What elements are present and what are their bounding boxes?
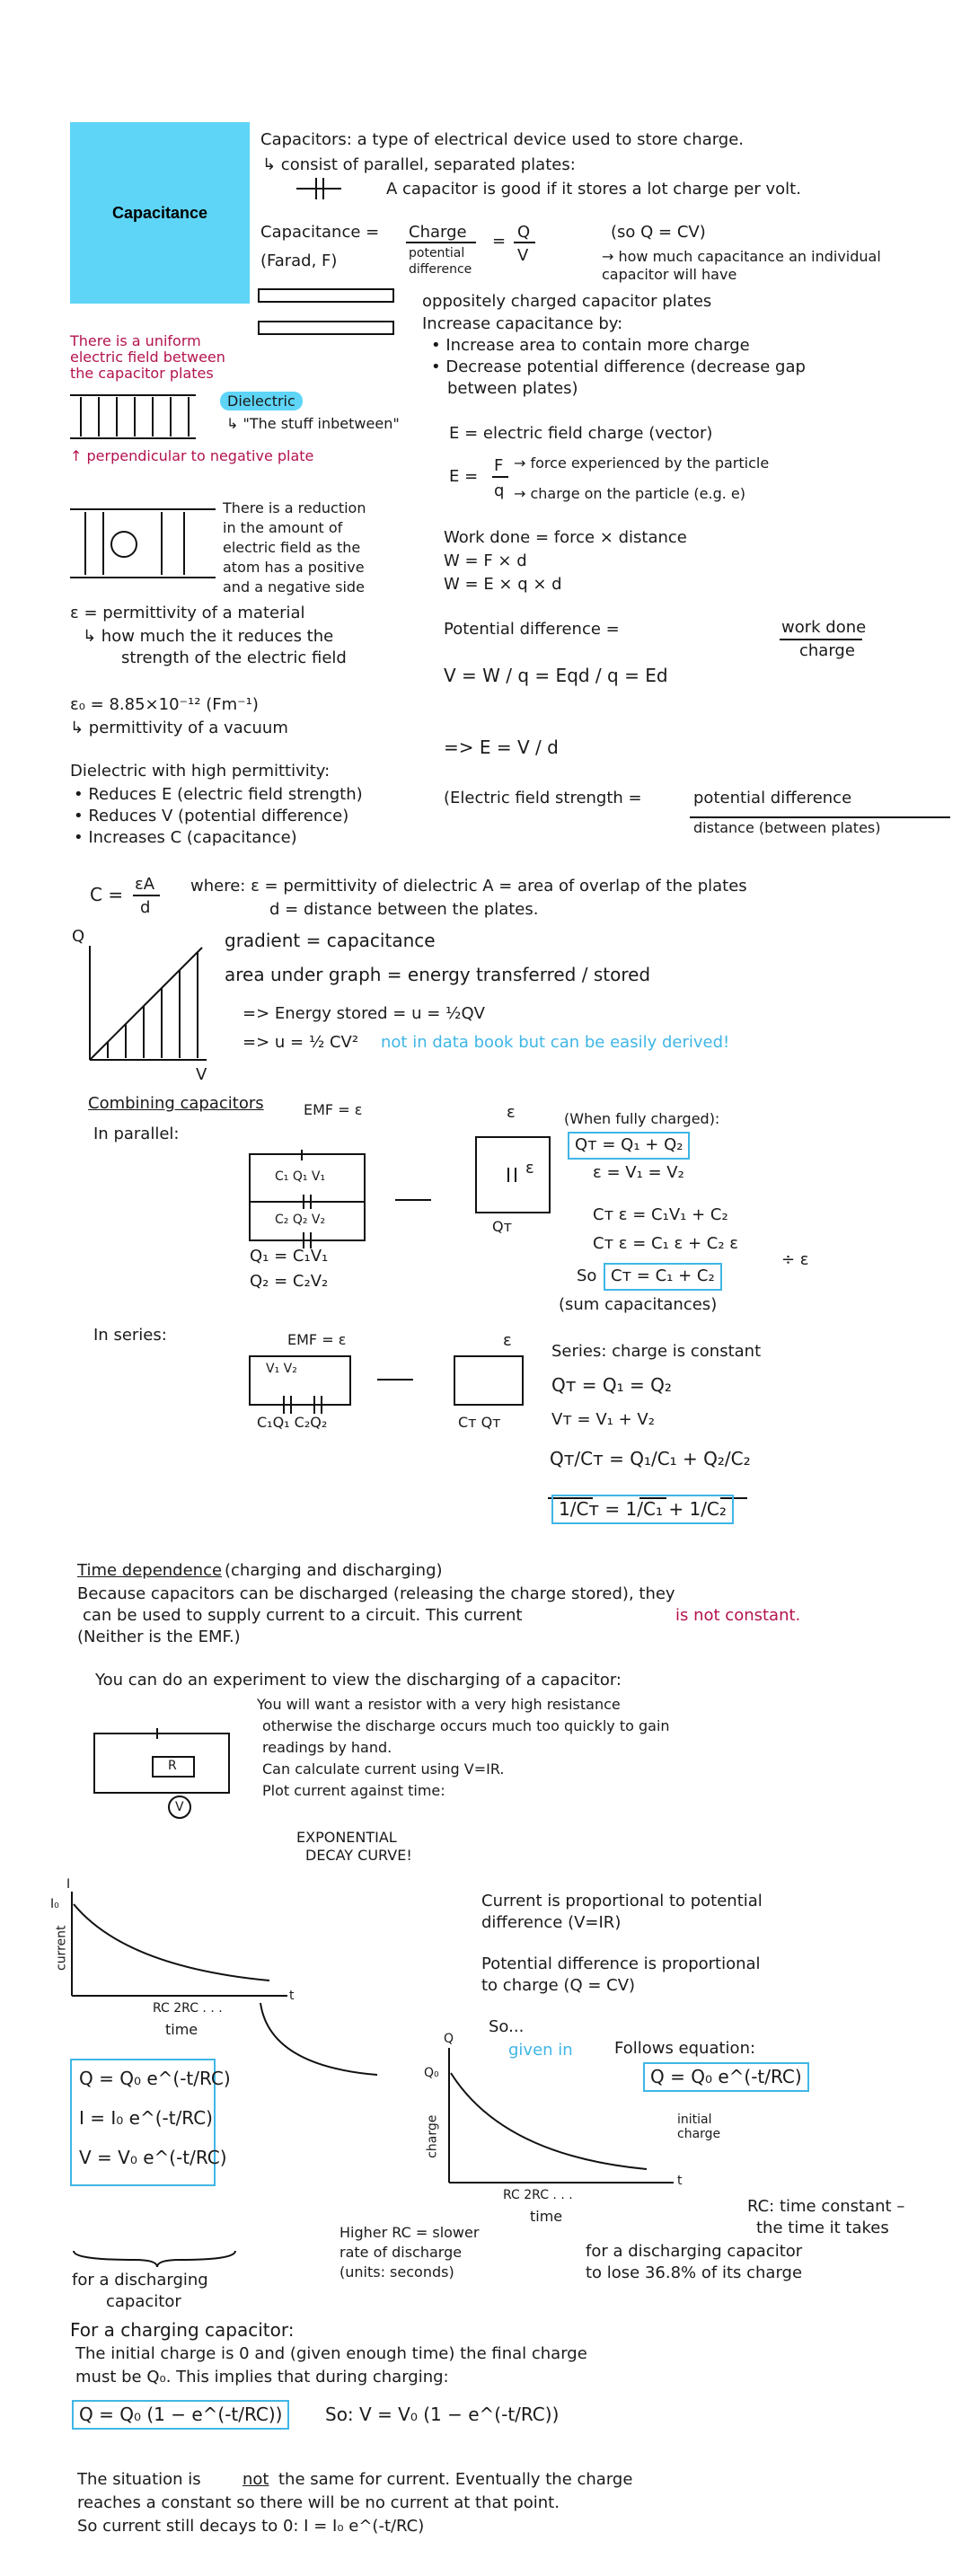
ct-step-1: Cᴛ ε = C₁V₁ + C₂ [593, 1205, 728, 1224]
higher-rc-2: rate of discharge [340, 2244, 463, 2261]
perpendicular-note: ↑ perpendicular to negative plate [70, 447, 314, 464]
q2-eq: Q₂ = C₂V₂ [250, 1272, 329, 1291]
epsilon-zero-note: ↳ permittivity of a vacuum [70, 719, 288, 737]
i-discharge: I = I₀ e^(-t/RC) [79, 2107, 213, 2129]
reciprocal-box: 1/Cᴛ = 1/C₁ + 1/C₂ [551, 1495, 734, 1524]
current-line-1a: The situation is [77, 2470, 201, 2489]
ea-numerator: εA [135, 875, 155, 894]
q-equals-cv: (so Q = CV) [611, 223, 706, 242]
not-constant: is not constant. [675, 1606, 801, 1625]
time-subtitle: (charging and discharging) [225, 1561, 443, 1580]
c-equals: C = [90, 884, 124, 905]
title-sticky-note: Capacitance [70, 122, 250, 304]
rc-time-constant-2: the time it takes [756, 2219, 889, 2237]
reduction-3: electric field as the [223, 539, 361, 556]
v-series: Vᴛ = V₁ + V₂ [551, 1410, 655, 1429]
current-not: not [242, 2470, 269, 2489]
dielectric-note: ↳ "The stuff inbetween" [226, 415, 400, 432]
intro-line-3: A capacitor is good if it stores a lot charge per volt. [386, 180, 801, 198]
series-voltages: V₁ V₂ [266, 1362, 297, 1376]
epsilon-voltages: ε = V₁ = V₂ [593, 1163, 684, 1182]
charge-graph-ylabel: charge [425, 2114, 440, 2158]
q-charging-box: Q = Q₀ (1 − e^(-t/RC)) [72, 2400, 289, 2430]
pd-definition: Potential difference = [444, 620, 620, 639]
higher-rc-3: (units: seconds) [340, 2263, 454, 2280]
experiment-intro: You can do an experiment to view the discharging of a capacitor: [95, 1671, 622, 1689]
rc-time-constant-3: for a discharging capacitor [586, 2242, 803, 2261]
capacitance-note: → how much capacitance an individual capacitor will have [602, 248, 881, 283]
intro-line-2: ↳ consist of parallel, separated plates: [262, 155, 576, 174]
increases-c: • Increases C (capacitance) [74, 828, 297, 847]
q-sum-box: Qᴛ = Q₁ + Q₂ [568, 1132, 690, 1160]
parallel-c2: C₂ Q₂ V₂ [275, 1213, 326, 1227]
epsilon-top: ε [507, 1103, 516, 1122]
reduces-v: • Reduces V (potential difference) [74, 807, 349, 825]
rc-ticks: RC 2RC . . . [153, 2001, 223, 2016]
increase-title: Increase capacitance by: [422, 314, 623, 333]
fraction-series: Qᴛ/Cᴛ = Q₁/C₁ + Q₂/C₂ [550, 1448, 751, 1469]
experiment-1: You will want a resistor with a very high resistance [257, 1696, 621, 1713]
ct-step-2: Cᴛ ε = C₁ ε + C₂ ε [593, 1234, 739, 1253]
series-emf: EMF = ε [287, 1331, 347, 1348]
c-sum-box: Cᴛ = C₁ + C₂ [604, 1263, 722, 1291]
parallel-emf: EMF = ε [304, 1101, 363, 1118]
efs-denominator: distance (between plates) [693, 819, 881, 836]
u-equation: => u = ½ CV² [242, 1033, 359, 1052]
time-para-3: (Neither is the EMF.) [77, 1628, 241, 1646]
charge-label: charge [677, 2127, 721, 2141]
proportional-2: Potential difference is proportional [481, 1954, 761, 1973]
v-charging: So: V = V₀ (1 − e^(-t/RC)) [325, 2404, 560, 2425]
q1-eq: Q₁ = C₁V₁ [250, 1247, 329, 1266]
q-decay-box: Q = Q₀ e^(-t/RC) [643, 2062, 809, 2092]
charge-graph-q: Q [444, 2032, 454, 2046]
data-book-note: not in data book but can be easily derived! [381, 1033, 730, 1052]
charging-title: For a charging capacitor: [70, 2319, 295, 2341]
experiment-4: Can calculate current using V=IR. [262, 1760, 505, 1778]
sum-capacitances: (sum capacitances) [559, 1295, 718, 1314]
qt-label: Qᴛ [492, 1218, 512, 1235]
charging-line-2: must be Q₀. This implies that during charging: [75, 2368, 449, 2386]
plates-caption: oppositely charged capacitor plates [422, 292, 712, 311]
intro-line-1: Capacitors: a type of electrical device used to store charge. [260, 130, 745, 149]
reduction-5: and a negative side [223, 578, 365, 595]
v-equation: V = W / q = Eqd / q = Ed [444, 665, 668, 686]
experiment-2: otherwise the discharge occurs much too quickly to gain [262, 1717, 670, 1734]
reduction-4: atom has a positive [223, 559, 365, 576]
charge-graph-ticks: RC 2RC . . . [503, 2188, 573, 2202]
i-zero: I₀ [50, 1897, 59, 1911]
discharging-label-2: capacitor [106, 2292, 181, 2311]
energy-stored: => Energy stored = u = ½QV [242, 1004, 485, 1023]
pd-denominator-charge: charge [799, 641, 855, 660]
charge-graph-xlabel: time [530, 2208, 563, 2225]
permittivity-2: ↳ how much the it reduces the [83, 627, 334, 646]
experiment-3: readings by hand. [262, 1739, 392, 1756]
t-axis: t [289, 1989, 295, 2003]
work-eq-1: W = F × d [444, 551, 527, 570]
series-label: In series: [93, 1326, 167, 1345]
time-para-1: Because capacitors can be discharged (releasing the charge stored), they [77, 1584, 675, 1603]
charge-constant: Series: charge is constant [551, 1342, 762, 1361]
so-ellipsis: So... [489, 2017, 525, 2036]
where-clause: where: ε = permittivity of dielectric A = area of overlap of the plates [190, 877, 747, 895]
proportional-1b: difference (V=IR) [481, 1913, 622, 1932]
graph-v-axis: V [196, 1065, 207, 1084]
so-label: So [577, 1266, 597, 1285]
current-line-2: reaches a constant so there will be no current at that point. [77, 2493, 560, 2512]
charging-line-1: The initial charge is 0 and (given enough time) the final charge [75, 2344, 587, 2363]
v-denominator: V [517, 246, 529, 265]
capacitance-label: Capacitance = [260, 223, 380, 242]
charge-note: → charge on the particle (e.g. e) [514, 485, 745, 502]
series-ct-qt: Cᴛ Qᴛ [458, 1414, 501, 1431]
combining-title: Combining capacitors [88, 1094, 264, 1113]
gradient-note: gradient = capacitance [225, 930, 436, 951]
parallel-c1: C₁ Q₁ V₁ [275, 1169, 326, 1184]
discharging-label: for a discharging [72, 2271, 208, 2289]
decay-label-2: DECAY CURVE! [305, 1847, 412, 1864]
where-clause-2: d = distance between the plates. [269, 900, 539, 919]
reduction-2: in the amount of [223, 519, 343, 536]
follows-equation: Follows equation: [614, 2039, 756, 2058]
experiment-5: Plot current against time: [262, 1782, 445, 1799]
resistor-label: R [168, 1759, 177, 1773]
f-numerator: F [494, 456, 504, 475]
voltmeter-label: V [175, 1800, 184, 1814]
q-numerator: Q [517, 223, 531, 242]
field-note-2: electric field between [70, 348, 225, 366]
field-note-3: the capacitor plates [70, 365, 214, 382]
permittivity-1: ε = permittivity of a material [70, 604, 305, 622]
work-done: Work done = force × distance [444, 528, 687, 547]
work-eq-2: W = E × q × d [444, 575, 562, 594]
efs-numerator: potential difference [693, 789, 852, 807]
current-line-3: So current still decays to 0: I = I₀ e^(-t/RC) [77, 2517, 425, 2536]
farad-units: (Farad, F) [260, 251, 338, 270]
reduces-e: • Reduces E (electric field strength) [74, 785, 363, 804]
high-permittivity: Dielectric with high permittivity: [70, 762, 331, 781]
proportional-1: Current is proportional to potential [481, 1892, 763, 1910]
efs-label: (Electric field strength = [444, 789, 642, 807]
divide-epsilon: ÷ ε [781, 1250, 809, 1269]
force-note: → force experienced by the particle [514, 454, 770, 472]
given-in: given in [508, 2041, 573, 2060]
q-series: Qᴛ = Q₁ = Q₂ [551, 1374, 672, 1396]
q-denominator: q [494, 481, 505, 500]
current-axis-i: I [66, 1877, 71, 1892]
e-equals: E = [449, 467, 479, 486]
series-charges: C₁Q₁ C₂Q₂ [257, 1414, 328, 1431]
time-para-2a: can be used to supply current to a circuit. This current [83, 1606, 523, 1625]
charge-graph-t: t [677, 2174, 683, 2188]
epsilon-right: ε [525, 1159, 534, 1178]
time-axis-label: time [165, 2021, 198, 2038]
q-discharge: Q = Q₀ e^(-t/RC) [79, 2068, 231, 2089]
charge-graph-q0: Q₀ [424, 2066, 439, 2080]
increase-bullet-2b: between plates) [447, 379, 578, 398]
higher-rc: Higher RC = slower [340, 2224, 480, 2241]
charge-numerator: Charge [409, 223, 467, 242]
decay-label: EXPONENTIAL [296, 1829, 397, 1846]
equals-sign: = [492, 232, 507, 251]
v-discharge: V = V₀ e^(-t/RC) [79, 2147, 227, 2168]
pd-denominator: potential difference [409, 246, 472, 277]
reduction-1: There is a reduction [223, 499, 366, 516]
fully-charged: (When fully charged): [564, 1110, 720, 1127]
field-note-1: There is a uniform [70, 332, 201, 349]
permittivity-3: strength of the electric field [121, 648, 347, 667]
time-title: Time dependence [77, 1561, 223, 1580]
d-denominator: d [140, 898, 151, 917]
increase-bullet-1: • Increase area to contain more charge [431, 336, 750, 355]
current-line-1c: the same for current. Eventually the charge [278, 2470, 633, 2489]
epsilon-zero: ε₀ = 8.85×10⁻¹² (Fm⁻¹) [70, 695, 259, 714]
area-note: area under graph = energy transferred / stored [225, 964, 651, 985]
proportional-2b: to charge (Q = CV) [481, 1976, 636, 1995]
initial-label: initial [677, 2113, 712, 2127]
e-definition: E = electric field charge (vector) [449, 424, 713, 443]
dielectric-highlight: Dielectric [220, 392, 303, 410]
epsilon-series: ε [503, 1331, 512, 1350]
graph-q-axis: Q [72, 927, 85, 946]
e-from-v: => E = V / d [444, 737, 559, 758]
parallel-label: In parallel: [93, 1125, 180, 1143]
current-axis-label: current [54, 1925, 69, 1972]
rc-time-constant: RC: time constant – [747, 2197, 905, 2216]
increase-bullet-2: • Decrease potential difference (decrease gap [431, 357, 806, 376]
rc-time-constant-4: to lose 36.8% of its charge [586, 2263, 803, 2282]
pd-numerator: work done [781, 618, 867, 637]
